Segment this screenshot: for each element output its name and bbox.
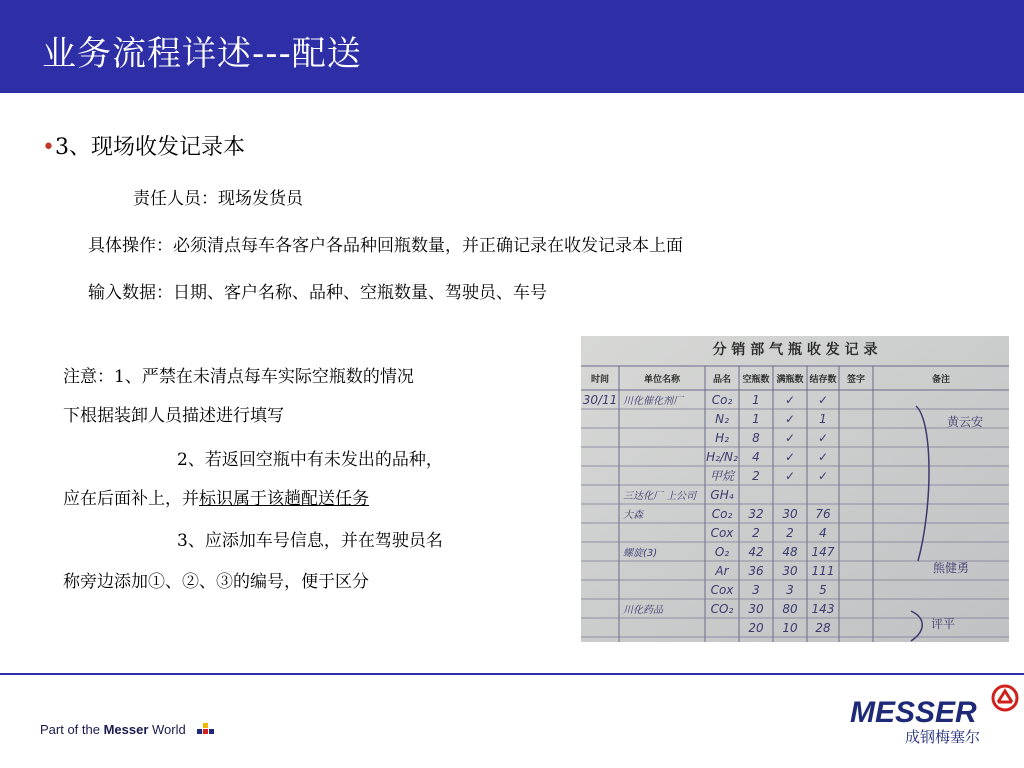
photo-table-cell: 30 (782, 507, 798, 521)
photo-table-cell: 三达化厂 上公司 (623, 491, 697, 502)
photo-table-cell: 80 (782, 602, 798, 616)
bullet-dot: • (42, 135, 55, 160)
photo-table-cell: ✓ (784, 469, 796, 483)
photo-column-header: 品名 (712, 375, 732, 385)
photo-table-cell: Co₂ (711, 507, 733, 521)
photo-table-cell: ✓ (817, 431, 829, 445)
photo-table-cell: ✓ (817, 393, 829, 407)
photo-table-cell: 30 (748, 602, 764, 616)
photo-table-cell: 1 (752, 412, 760, 426)
photo-table-cell: 147 (811, 545, 835, 559)
photo-table-cell: 4 (819, 526, 827, 540)
photo-table-cell: Co₂ (711, 393, 733, 407)
input-data-line: 输入数据：日期、客户名称、品种、空瓶数量、驾驶员、车号 (88, 283, 547, 303)
photo-table-cell: 5 (819, 583, 827, 597)
photo-table-cell: 3 (752, 583, 760, 597)
photo-table-cell: 4 (752, 450, 760, 464)
note-2-line-b-text: 应在后面补上，并 (63, 489, 199, 509)
footer-tagline (40, 722, 186, 737)
logo-subtitle: 成钢梅塞尔 (905, 728, 981, 746)
note-3-line-a: 3、应添加车号信息，并在驾驶员名 (177, 531, 443, 551)
photo-table-cell: H₂ (715, 431, 729, 445)
photo-table-cell: ✓ (784, 450, 796, 464)
remark-1: 黄云安 (947, 415, 984, 429)
photo-table-cell: GH₄ (710, 488, 734, 502)
photo-table-cell: 30/11 (582, 393, 618, 407)
photo-table-cell: H₂/N₂ (706, 450, 738, 464)
photo-table-cell: Cox (710, 526, 734, 540)
photo-table-cell: ✓ (817, 469, 829, 483)
photo-table-cell: 143 (811, 602, 835, 616)
photo-table-cell: 30 (782, 564, 798, 578)
photo-column-header: 时间 (590, 375, 610, 385)
photo-table-cell: ✓ (784, 393, 796, 407)
footer-divider (0, 673, 1024, 675)
photo-table-cell: 川化催化剂厂 (623, 396, 683, 407)
tagline-bold: Messer (103, 722, 149, 737)
photo-column-header: 空瓶数 (742, 375, 770, 385)
messer-mark-icon (991, 684, 1019, 712)
operation-line: 具体操作：必须清点每车各客户各品种回瓶数量，并正确记录在收发记录本上面 (88, 236, 683, 256)
note-2-line-a: 2、若返回空瓶中有未发出的品种， (177, 450, 443, 470)
form-title: 分 销 部 气 瓶 收 发 记 录 (712, 342, 878, 358)
photo-table-cell: N₂ (715, 412, 729, 426)
tagline-squares-icon (197, 721, 215, 735)
photo-table-cell: 48 (782, 545, 798, 559)
photo-table-cell: 1 (752, 393, 760, 407)
photo-table-cell: Ar (715, 564, 729, 578)
photo-table-cell: 20 (748, 621, 764, 635)
photo-table-cell: ✓ (817, 450, 829, 464)
photo-table-cell: 111 (811, 564, 835, 578)
record-book-image (581, 336, 1009, 642)
remark-3: 评平 (931, 617, 956, 631)
photo-table-cell: Cox (710, 583, 734, 597)
photo-table-cell: 36 (748, 564, 764, 578)
note-1-line-a: 注意：1、严禁在未清点每车实际空瓶数的情况 (63, 367, 414, 387)
note-2-line-b (63, 484, 369, 509)
photo-column-header: 备注 (931, 375, 951, 385)
slide-title: 业务流程详述---配送 (42, 34, 362, 74)
slide-header (0, 0, 1024, 93)
photo-table-cell: 川化药品 (623, 605, 663, 616)
section-heading (42, 130, 245, 161)
photo-table-cell: 76 (815, 507, 831, 521)
tagline-post: World (148, 722, 186, 737)
section-heading-text: 3、现场收发记录本 (54, 135, 245, 160)
note-3-line-b: 称旁边添加①、②、③的编号，便于区分 (63, 572, 369, 592)
photo-table-cell: O₂ (714, 545, 730, 559)
photo-column-header: 签字 (846, 375, 866, 385)
photo-table-cell: 2 (752, 469, 760, 483)
remark-2: 熊健勇 (933, 561, 970, 575)
photo-table-cell: 3 (786, 583, 794, 597)
responsible-line: 责任人员：现场发货员 (133, 189, 303, 209)
photo-table-cell: CO₂ (710, 602, 734, 616)
photo-column-header: 结存数 (809, 375, 837, 385)
photo-table-cell: 42 (748, 545, 764, 559)
photo-table-cell: 2 (752, 526, 760, 540)
photo-table-cell: ✓ (784, 412, 796, 426)
photo-column-header: 满瓶数 (776, 375, 804, 385)
tagline-pre: Part of the (40, 722, 104, 737)
messer-logo: MESSER (850, 696, 977, 729)
photo-table-cell: 大森 (623, 510, 643, 521)
photo-table-cell: 螺旋(3) (623, 548, 658, 559)
photo-table-cell: 10 (782, 621, 798, 635)
note-2-underlined-text: 标识属于该趟配送任务 (199, 489, 369, 509)
photo-table-cell: 1 (819, 412, 827, 426)
note-1-line-b: 下根据装卸人员描述进行填写 (63, 406, 284, 426)
photo-table-cell: 32 (748, 507, 764, 521)
photo-table-cell: 8 (752, 431, 760, 445)
photo-table-cell: 甲烷 (709, 469, 735, 483)
photo-column-header: 单位名称 (643, 375, 681, 385)
photo-table-cell: 28 (815, 621, 831, 635)
record-book-photo (581, 336, 1009, 642)
photo-table-cell: ✓ (784, 431, 796, 445)
photo-table-cell: 2 (786, 526, 794, 540)
